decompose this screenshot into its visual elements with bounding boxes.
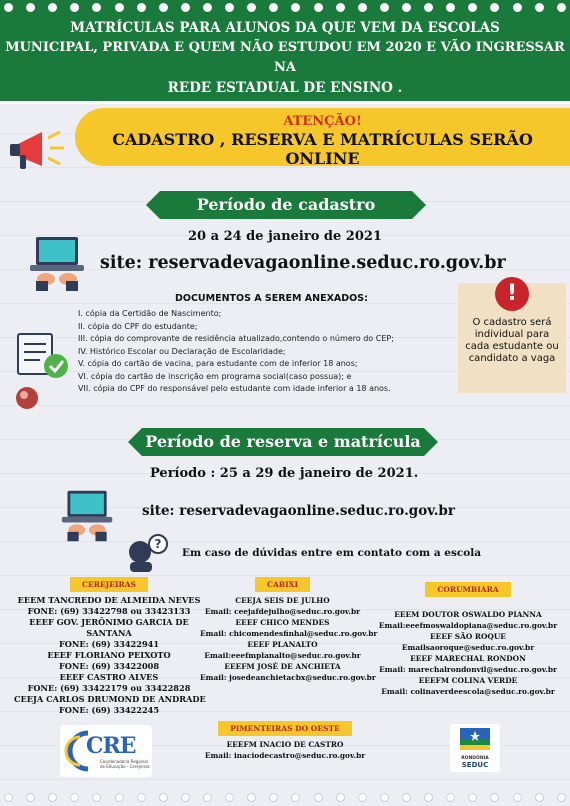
reserva-dates: Período : 25 a 29 de janeiro de 2021. bbox=[150, 466, 419, 481]
attention-message: CADASTRO , RESERVA E MATRÍCULAS SERÃO ONLINE bbox=[112, 130, 533, 168]
school-line: EEEFM INACIO DE CASTRO bbox=[226, 740, 344, 749]
school-line: FONE: (69) 33422941 bbox=[58, 639, 160, 649]
school-line: EEEFM JOSÉ DE ANCHIETA bbox=[224, 662, 341, 671]
cerejeiras-column bbox=[14, 577, 204, 716]
header-line-2: MUNICIPAL, PRIVADA E QUEM NÃO ESTUDOU EM 2020 E VÃO INGRESSAR NA bbox=[5, 40, 565, 75]
school-line: Email:eeefmplanalto@seduc.ro.gov.br bbox=[204, 651, 361, 660]
school-line: FONE: (69) 33422798 ou 33423133 bbox=[27, 606, 191, 616]
school-line: EEEM DOUTOR OSWALDO PIANNA bbox=[394, 610, 542, 619]
reserva-ribbon: Período de reserva e matrícula bbox=[142, 428, 424, 456]
document-item: I. cópia da Certidão de Nascimento; bbox=[78, 309, 222, 318]
cre-logo-text: CRE bbox=[86, 733, 136, 759]
document-item: II. cópia do CPF do estudante; bbox=[78, 321, 198, 331]
seduc-state: RONDÔNIA bbox=[461, 756, 489, 761]
cabixi-tag: CABIXI bbox=[255, 577, 310, 592]
pimenteiras-column bbox=[200, 721, 370, 761]
header-line-1: MATRÍCULAS PARA ALUNOS DA QUE VEM DA ESCOLAS bbox=[70, 20, 500, 36]
school-line: Email: josedeanchietacbx@seduc.ro.gov.br bbox=[200, 673, 376, 682]
school-line: SANTANA bbox=[86, 628, 132, 638]
school-line: EEEM TANCREDO DE ALMEIDA NEVES bbox=[17, 595, 201, 605]
school-line: Email:eeefmoswaldopiana@seduc.ro.gov.br bbox=[378, 621, 558, 630]
bottom-dots bbox=[4, 793, 566, 803]
cre-logo-caption: Coordenadoria Regional de Educação - Cerejeiras bbox=[100, 759, 150, 769]
corumbiara-tag: CORUMBIARA bbox=[425, 582, 510, 597]
reserva-site[interactable]: site: reservadevagaonline.seduc.ro.gov.br bbox=[142, 503, 455, 519]
school-line: Email: ceejafdejulho@seduc.ro.gov.br bbox=[204, 607, 361, 616]
pushpin-icon bbox=[14, 385, 40, 411]
school-line: Email: inaciodecastro@seduc.ro.gov.br bbox=[204, 751, 366, 760]
cerejeiras-tag: CEREJEIRAS bbox=[70, 577, 148, 592]
seduc-logo bbox=[450, 724, 500, 772]
exclamation-icon: ! bbox=[495, 277, 529, 311]
document-check-icon bbox=[16, 330, 70, 382]
school-line: CEEJA SEIS DE JULHO bbox=[235, 596, 330, 605]
document-item: V. cópia do cartão de vacina, para estudante com de inferior 18 anos; bbox=[78, 359, 358, 368]
school-line: EEEF GOV. JERÔNIMO GARCIA DE bbox=[29, 617, 189, 627]
megaphone-icon bbox=[8, 126, 70, 178]
attention-label: ATENÇÃO! bbox=[283, 114, 362, 129]
svg-text:?: ? bbox=[154, 537, 162, 551]
cadastro-dates: 20 a 24 de janeiro de 2021 bbox=[188, 229, 382, 244]
documents-title: DOCUMENTOS A SEREM ANEXADOS: bbox=[175, 293, 368, 304]
laptop-icon bbox=[60, 488, 116, 544]
school-line: EEEF MARECHAL RONDON bbox=[410, 654, 526, 663]
attention-banner bbox=[75, 108, 570, 166]
school-line: Email: chicomendesfinhal@seduc.ro.gov.br bbox=[200, 629, 378, 638]
school-line: Emailsaoroque@seduc.ro.gov.br bbox=[401, 643, 535, 652]
document-item: IV. Histórico Escolar ou Declaração de Escolaridade; bbox=[78, 346, 286, 356]
school-line: EEEF FLORIANO PEIXOTO bbox=[47, 650, 171, 660]
school-line: Email: colinaverdeescola@seduc.ro.gov.br bbox=[381, 687, 555, 696]
contact-message: Em caso de dúvidas entre em contato com a escola bbox=[182, 547, 482, 559]
pimenteiras-tag: PIMENTEIRAS DO OESTE bbox=[218, 721, 352, 736]
question-person-icon bbox=[126, 534, 172, 572]
school-line: EEEFM COLINA VERDE bbox=[418, 676, 518, 685]
school-line: FONE: (69) 33422008 bbox=[58, 661, 160, 671]
school-line: EEEF PLANALTO bbox=[247, 640, 318, 649]
school-line: Email: marechalrondonvil@seduc.ro.gov.br bbox=[379, 665, 557, 674]
rondonia-flag-icon bbox=[460, 728, 490, 750]
school-line: CEEJA CARLOS DRUMOND DE ANDRADE bbox=[14, 694, 206, 704]
header-banner bbox=[0, 0, 570, 104]
individual-note bbox=[458, 283, 566, 393]
school-line: FONE: (69) 33422245 bbox=[58, 705, 160, 715]
cabixi-column bbox=[200, 577, 378, 683]
cadastro-ribbon: Período de cadastro bbox=[160, 191, 412, 219]
document-item: VII. cópia do CPF do responsável pelo estudante com idade inferior a 18 anos. bbox=[78, 384, 391, 393]
header-line-3: REDE ESTADUAL DE ENSINO . bbox=[167, 80, 403, 96]
laptop-icon bbox=[28, 235, 88, 293]
school-line: FONE: (69) 33422179 ou 33422828 bbox=[27, 683, 191, 693]
documents-list bbox=[78, 308, 458, 396]
cre-logo bbox=[60, 725, 152, 777]
header-dots bbox=[4, 3, 566, 13]
document-item: III. cópia do comprovante de residência atualizado,contendo o número do CEP; bbox=[78, 334, 394, 343]
document-item: VI. cópia do cartão de inscrição em programa social(caso possua); e bbox=[78, 371, 352, 381]
cadastro-site[interactable]: site: reservadevagaonline.seduc.ro.gov.br bbox=[100, 253, 506, 273]
school-line: EEEF CHICO MENDES bbox=[235, 618, 330, 627]
corumbiara-column bbox=[378, 582, 558, 697]
school-line: EEEF CASTRO ALVES bbox=[59, 672, 159, 682]
seduc-name: SEDUC bbox=[461, 761, 489, 769]
note-text: O cadastro será individual para cada estudante ou candidato a vaga bbox=[465, 317, 559, 364]
school-line: EEEF SÃO ROQUE bbox=[430, 632, 506, 641]
